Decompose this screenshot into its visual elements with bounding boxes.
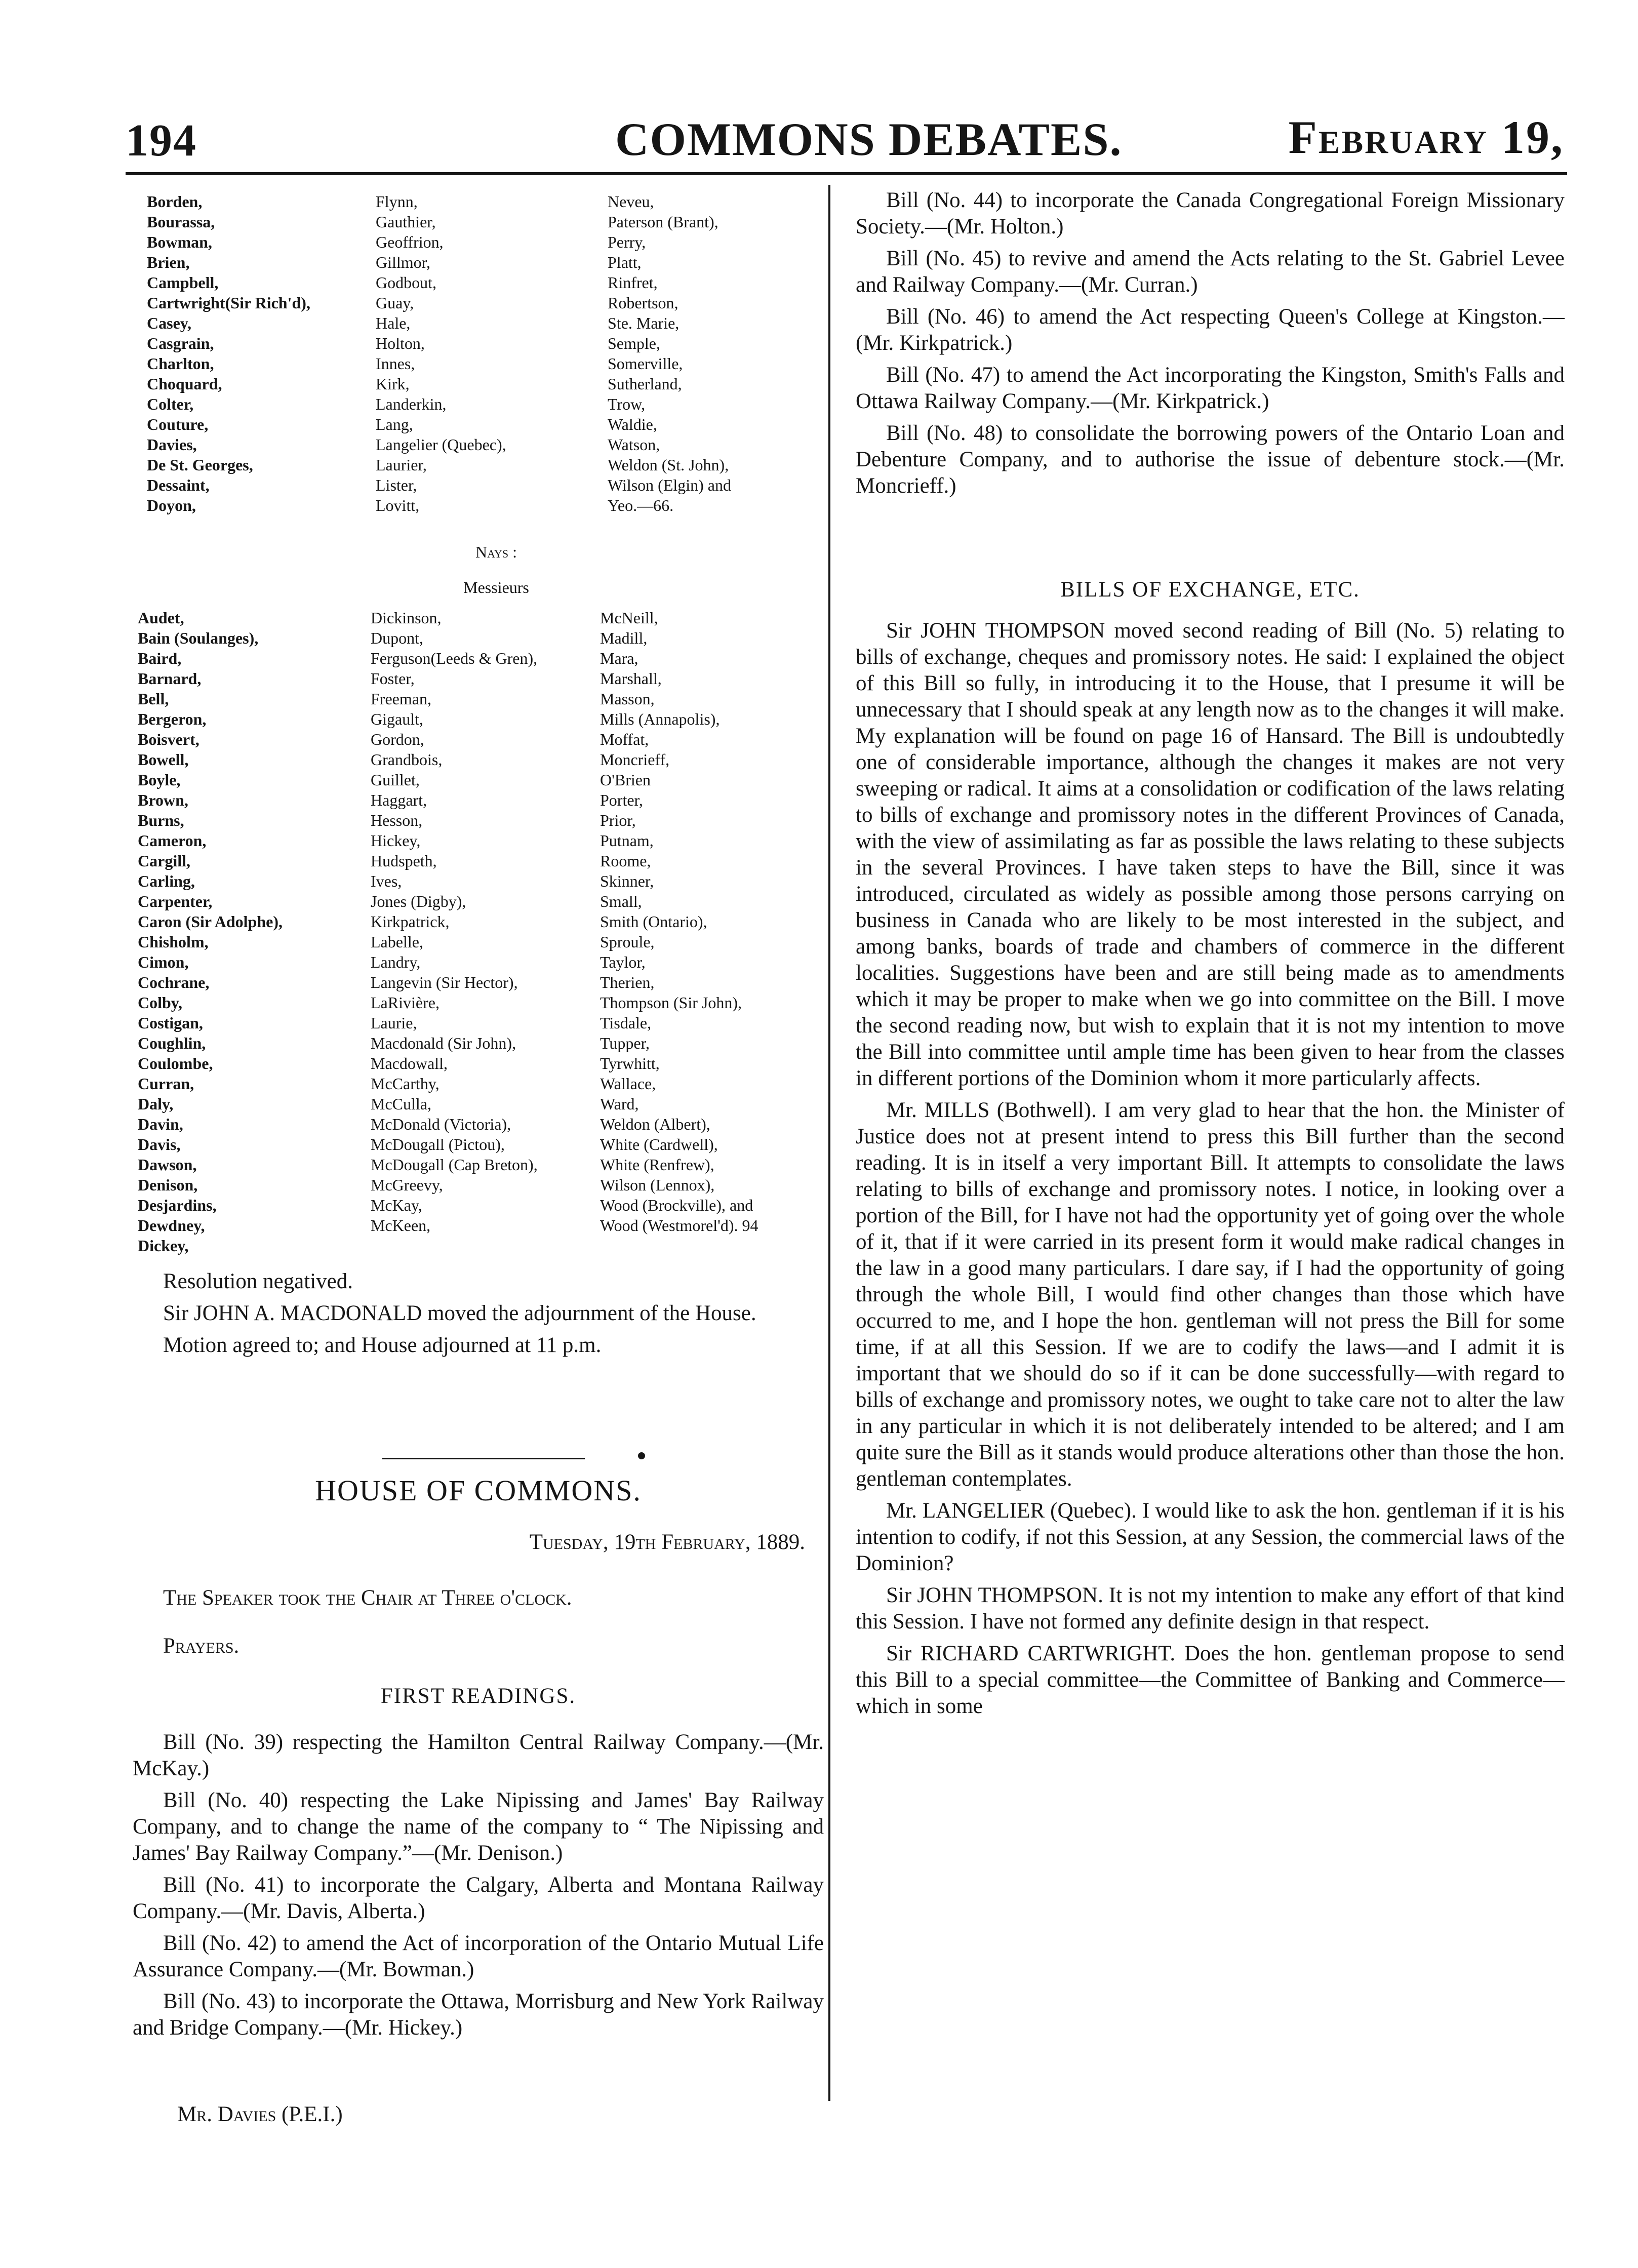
member-name: Hesson,: [371, 811, 423, 829]
member-name: Kirk,: [376, 375, 410, 393]
member-name: Sutherland,: [608, 375, 682, 393]
member-name: Weldon (St. John),: [608, 456, 729, 474]
member-name: Skinner,: [600, 872, 654, 890]
member-name: Gordon,: [371, 730, 424, 748]
member-name: Smith (Ontario),: [600, 912, 707, 931]
member-name: Davis,: [138, 1135, 181, 1153]
member-name: Foster,: [371, 669, 415, 688]
member-name: Costigan,: [138, 1014, 203, 1032]
nays-column-3: [600, 608, 758, 1236]
member-name: Putnam,: [600, 831, 654, 850]
yeas-column-2: [376, 191, 506, 515]
bill-48: Bill (No. 48) to consolidate the borrowing powers of the Ontario Loan and Debenture Company, and to authorise the issue of debenture stock.—(Mr. Moncrieff.): [856, 421, 1565, 498]
first-readings-heading: FIRST READINGS.: [380, 1684, 576, 1708]
member-name: Charlton,: [147, 354, 214, 373]
member-name: Landry,: [371, 953, 421, 971]
thompson-second-reading: Sir JOHN THOMPSON moved second reading of Bill (No. 5) relating to bills of exchange, cheques and promissory notes. He said: I explained the object of this Bill so fully, in introducing it to the House, that I presume it will be unnecessary that I should speak at any length now as to the changes it will make. My explanation will be found on page 16 of Hansard. The Bill is undoubtedly one of considerable importance, although the changes it makes are not very sweeping or radical. It aims at a consolidation or codification of the laws relating to bills of exchange and promissory notes in the different Provinces of Canada, with the view of assimilating as far as possible the laws relating to these subjects in the several Provinces. I have taken steps to have the Bill, since it was introduced, circulated as widely as possible among those persons carrying on business in Canada who are likely to be most interested in the subject, and among banks, boards of trade and chambers of commerce in the different localities. Suggestions have been and are still being made as to amendments which it may be proper to make when we go into committee on the Bill. I move the second reading now, but wish to explain that it is not my intention to move the Bill into committee until ample time has been given to hear from the classes in different portions of the Dominion whom it more particularly affects.: [856, 619, 1565, 1090]
member-name: Innes,: [376, 354, 415, 373]
bill-39: Bill (No. 39) respecting the Hamilton Central Railway Company.—(Mr. McKay.): [133, 1730, 824, 1780]
member-name: Wilson (Elgin) and: [608, 476, 731, 494]
member-name: Thompson (Sir John),: [600, 993, 742, 1012]
left-opening: [133, 1585, 824, 1617]
member-name: Colby,: [138, 993, 183, 1012]
member-name: Casey,: [147, 314, 191, 332]
cartwright-question: Sir RICHARD CARTWRIGHT. Does the hon. gentleman propose to send this Bill to a special committee—the Committee of Banking and Commerce—which in some: [856, 1642, 1565, 1718]
member-name: Paterson (Brant),: [608, 213, 718, 231]
member-name: McDougall (Cap Breton),: [371, 1156, 538, 1174]
member-name: Perry,: [608, 233, 646, 251]
house-of-commons-heading: HOUSE OF COMMONS.: [315, 1474, 642, 1507]
bill-43: Bill (No. 43) to incorporate the Ottawa, Morrisburg and New York Railway and Bridge Company.—(Mr. Hickey.): [133, 1990, 824, 2040]
bill-42: Bill (No. 42) to amend the Act of incorporation of the Ontario Mutual Life Assurance Company.—(Mr. Bowman.): [133, 1931, 824, 1981]
adjournment-motion: Sir JOHN A. MACDONALD moved the adjournment of the House.: [163, 1301, 756, 1325]
member-name: Baird,: [138, 649, 182, 667]
member-name: Sproule,: [600, 933, 655, 951]
member-name: Ives,: [371, 872, 402, 890]
member-name: Cameron,: [138, 831, 207, 850]
member-name: Carpenter,: [138, 892, 213, 910]
messieurs-label: Messieurs: [463, 578, 529, 596]
member-name: Kirkpatrick,: [371, 912, 450, 931]
member-name: Caron (Sir Adolphe),: [138, 912, 283, 931]
member-name: Yeo.—66.: [608, 496, 674, 514]
member-name: Davin,: [138, 1115, 183, 1133]
member-name: Macdowall,: [371, 1054, 448, 1072]
member-name: Ste. Marie,: [608, 314, 680, 332]
yeas-column-3: [608, 191, 731, 515]
member-name: Langevin (Sir Hector),: [371, 973, 518, 991]
member-name: Lang,: [376, 415, 413, 433]
member-name: Freeman,: [371, 690, 431, 708]
member-name: Casgrain,: [147, 334, 214, 352]
member-name: Lovitt,: [376, 496, 420, 514]
column-divider: [828, 185, 830, 2101]
member-name: Mills (Annapolis),: [600, 710, 720, 728]
left-proceedings: [133, 1268, 824, 1364]
member-name: Lister,: [376, 476, 417, 494]
member-name: Hudspeth,: [371, 852, 437, 870]
member-name: Wood (Brockville), and: [600, 1196, 753, 1214]
member-name: Waldie,: [608, 415, 657, 433]
bill-47: Bill (No. 47) to amend the Act incorporating the Kingston, Smith's Falls and Ottawa Railway Company.—(Mr. Kirkpatrick.): [856, 363, 1565, 413]
member-name: Holton,: [376, 334, 425, 352]
member-name: Cargill,: [138, 852, 190, 870]
member-name: Dawson,: [138, 1156, 197, 1174]
member-name: Dessaint,: [147, 476, 210, 494]
speaker-line: The Speaker took the Chair at Three o'clock.: [163, 1586, 572, 1610]
member-name: Rinfret,: [608, 273, 658, 292]
member-name: Davies,: [147, 435, 197, 454]
member-name: Choquard,: [147, 375, 222, 393]
member-name: Barnard,: [138, 669, 202, 688]
member-name: Hale,: [376, 314, 411, 332]
member-name: Bain (Soulanges),: [138, 629, 259, 647]
member-name: Campbell,: [147, 273, 219, 292]
member-name: Dewdney,: [138, 1216, 205, 1235]
member-name: Langelier (Quebec),: [376, 435, 506, 454]
member-name: McCulla,: [371, 1095, 431, 1113]
member-name: Jones (Digby),: [371, 892, 466, 910]
member-name: Gigault,: [371, 710, 423, 728]
running-title: COMMONS DEBATES.: [615, 113, 1123, 165]
member-name: Bourassa,: [147, 213, 215, 231]
prayers-heading: Prayers.: [163, 1634, 239, 1658]
member-name: Couture,: [147, 415, 209, 433]
member-name: Brown,: [138, 791, 188, 809]
member-name: Laurier,: [376, 456, 427, 474]
member-name: Semple,: [608, 334, 660, 352]
mills-remarks: Mr. MILLS (Bothwell). I am very glad to hear that the hon. the Minister of Justice does not at present intend to press this Bill further than the second reading. It is in itself a very important Bill. It attempts to consolidate the laws relating to bills of exchange and promissory notes. I notice, in looking over a portion of the Bill, for I have not had the opportunity yet of going over the whole of it, that if it were carried in its present form it would make radical changes in the law in a good many particulars. I dare say, if I had the opportunity of going through the whole Bill, I would find other changes than those which have occurred to me, and I hope the hon. gentleman will not press the Bill for some time, if at all this Session. If we are to codify the laws—and I admit it is important that we should do so if it can be done successfully—with regard to bills of exchange and promissory notes, we ought to take care not to alter the law in any particular in which it is not deliberately intended to be altered; and I am quite sure the Bill as it stands would produce alterations other than those the hon. gentleman contemplates.: [856, 1098, 1565, 1491]
member-name: Chisholm,: [138, 933, 209, 951]
stray-line: Mr. Davies (P.E.I.): [177, 2102, 343, 2126]
yeas-column-1: [147, 191, 310, 515]
member-name: Wood (Westmorel'd). 94: [600, 1216, 758, 1235]
member-name: Macdonald (Sir John),: [371, 1034, 516, 1052]
member-name: Bowman,: [147, 233, 212, 251]
member-name: Laurie,: [371, 1014, 417, 1032]
member-name: Dickey,: [138, 1237, 189, 1255]
nays-label: Nays :: [475, 543, 517, 561]
member-name: Colter,: [147, 395, 194, 413]
member-name: Cochrane,: [138, 973, 210, 991]
page-number: 194: [126, 115, 197, 166]
member-name: Porter,: [600, 791, 643, 809]
member-name: Ferguson(Leeds & Gren),: [371, 649, 538, 667]
member-name: Tupper,: [600, 1034, 650, 1052]
member-name: Haggart,: [371, 791, 427, 809]
right-bills: [856, 187, 1565, 505]
sitting-date: Tuesday, 19th February, 1889.: [529, 1530, 805, 1554]
member-name: Moncrieff,: [600, 750, 670, 769]
member-name: Therien,: [600, 973, 655, 991]
member-name: Flynn,: [376, 192, 418, 211]
member-name: De St. Georges,: [147, 456, 253, 474]
member-name: McNeill,: [600, 609, 658, 627]
member-name: Hickey,: [371, 831, 421, 850]
member-name: Prior,: [600, 811, 636, 829]
member-name: Trow,: [608, 395, 646, 413]
member-name: Geoffrion,: [376, 233, 444, 251]
member-name: Grandbois,: [371, 750, 443, 769]
nays-column-1: [138, 608, 283, 1256]
member-name: Doyon,: [147, 496, 196, 514]
member-name: Coughlin,: [138, 1034, 206, 1052]
member-name: Guay,: [376, 294, 414, 312]
bills-of-exchange-heading: BILLS OF EXCHANGE, ETC.: [1060, 578, 1360, 602]
member-name: McDougall (Pictou),: [371, 1135, 505, 1153]
member-name: LaRivière,: [371, 993, 440, 1012]
member-name: Guillet,: [371, 771, 420, 789]
member-name: Cartwright(Sir Rich'd),: [147, 294, 310, 312]
member-name: McDonald (Victoria),: [371, 1115, 511, 1133]
member-name: Tisdale,: [600, 1014, 652, 1032]
member-name: Coulombe,: [138, 1054, 213, 1072]
header-rule: [126, 172, 1567, 175]
member-name: Bell,: [138, 690, 169, 708]
member-name: White (Cardwell),: [600, 1135, 718, 1153]
member-name: Watson,: [608, 435, 660, 454]
member-name: Audet,: [138, 609, 184, 627]
member-name: Somerville,: [608, 354, 683, 373]
member-name: Marshall,: [600, 669, 662, 688]
member-name: Cimon,: [138, 953, 189, 971]
motion-agreed: Motion agreed to; and House adjourned at 11 p.m.: [163, 1333, 602, 1357]
member-name: Small,: [600, 892, 642, 910]
member-name: Masson,: [600, 690, 655, 708]
member-name: McKay,: [371, 1196, 422, 1214]
member-name: Platt,: [608, 253, 642, 271]
resolution-text: Resolution negatived.: [163, 1269, 353, 1293]
member-name: Neveu,: [608, 192, 654, 211]
member-name: Gauthier,: [376, 213, 436, 231]
member-name: Boisvert,: [138, 730, 199, 748]
bill-40: Bill (No. 40) respecting the Lake Nipissing and James' Bay Railway Company, and to change the name of the company to “ The Nipissing and James' Bay Railway Company.”—(Mr. Denison.): [133, 1788, 824, 1865]
member-name: Weldon (Albert),: [600, 1115, 710, 1133]
member-name: Desjardins,: [138, 1196, 217, 1214]
left-bills: [133, 1729, 824, 2047]
member-name: Carling,: [138, 872, 195, 890]
member-name: Landerkin,: [376, 395, 447, 413]
member-name: Madill,: [600, 629, 648, 647]
member-name: Labelle,: [371, 933, 423, 951]
member-name: Taylor,: [600, 953, 646, 971]
section-separator-rule: [382, 1458, 585, 1459]
member-name: Dupont,: [371, 629, 423, 647]
member-name: Moffat,: [600, 730, 649, 748]
member-name: Tyrwhitt,: [600, 1054, 660, 1072]
member-name: Gillmor,: [376, 253, 431, 271]
nays-column-2: [371, 608, 538, 1236]
member-name: Mara,: [600, 649, 638, 667]
member-name: Bergeron,: [138, 710, 207, 728]
member-name: White (Renfrew),: [600, 1156, 714, 1174]
separator-dot: [638, 1452, 645, 1459]
member-name: Wilson (Lennox),: [600, 1176, 715, 1194]
bill-44: Bill (No. 44) to incorporate the Canada Congregational Foreign Missionary Society.—(Mr. Holton.): [856, 188, 1565, 238]
member-name: Boyle,: [138, 771, 181, 789]
member-name: Robertson,: [608, 294, 678, 312]
member-name: McKeen,: [371, 1216, 431, 1235]
thompson-reply: Sir JOHN THOMPSON. It is not my intention to make any effort of that kind this Session. I have not formed any definite design in that respect.: [856, 1583, 1565, 1634]
right-debate: [856, 618, 1565, 1725]
member-name: McGreevy,: [371, 1176, 443, 1194]
member-name: Daly,: [138, 1095, 174, 1113]
member-name: Burns,: [138, 811, 184, 829]
member-name: Denison,: [138, 1176, 198, 1194]
member-name: O'Brien: [600, 771, 651, 789]
member-name: Borden,: [147, 192, 203, 211]
member-name: Wallace,: [600, 1075, 656, 1093]
member-name: McCarthy,: [371, 1075, 440, 1093]
running-date: February 19,: [1288, 111, 1564, 163]
member-name: Curran,: [138, 1075, 194, 1093]
bill-46: Bill (No. 46) to amend the Act respecting Queen's College at Kingston.—(Mr. Kirkpatrick.): [856, 305, 1565, 355]
langelier-question: Mr. LANGELIER (Quebec). I would like to ask the hon. gentleman if it is his intention to codify, if not this Session, at any Session, the commercial laws of the Dominion?: [856, 1499, 1565, 1575]
bill-45: Bill (No. 45) to revive and amend the Acts relating to the St. Gabriel Levee and Railway Company.—(Mr. Curran.): [856, 247, 1565, 297]
member-name: Ward,: [600, 1095, 639, 1113]
member-name: Brien,: [147, 253, 190, 271]
member-name: Godbout,: [376, 273, 436, 292]
member-name: Dickinson,: [371, 609, 442, 627]
bill-41: Bill (No. 41) to incorporate the Calgary, Alberta and Montana Railway Company.—(Mr. Davis, Alberta.): [133, 1873, 824, 1923]
member-name: Bowell,: [138, 750, 189, 769]
member-name: Roome,: [600, 852, 651, 870]
